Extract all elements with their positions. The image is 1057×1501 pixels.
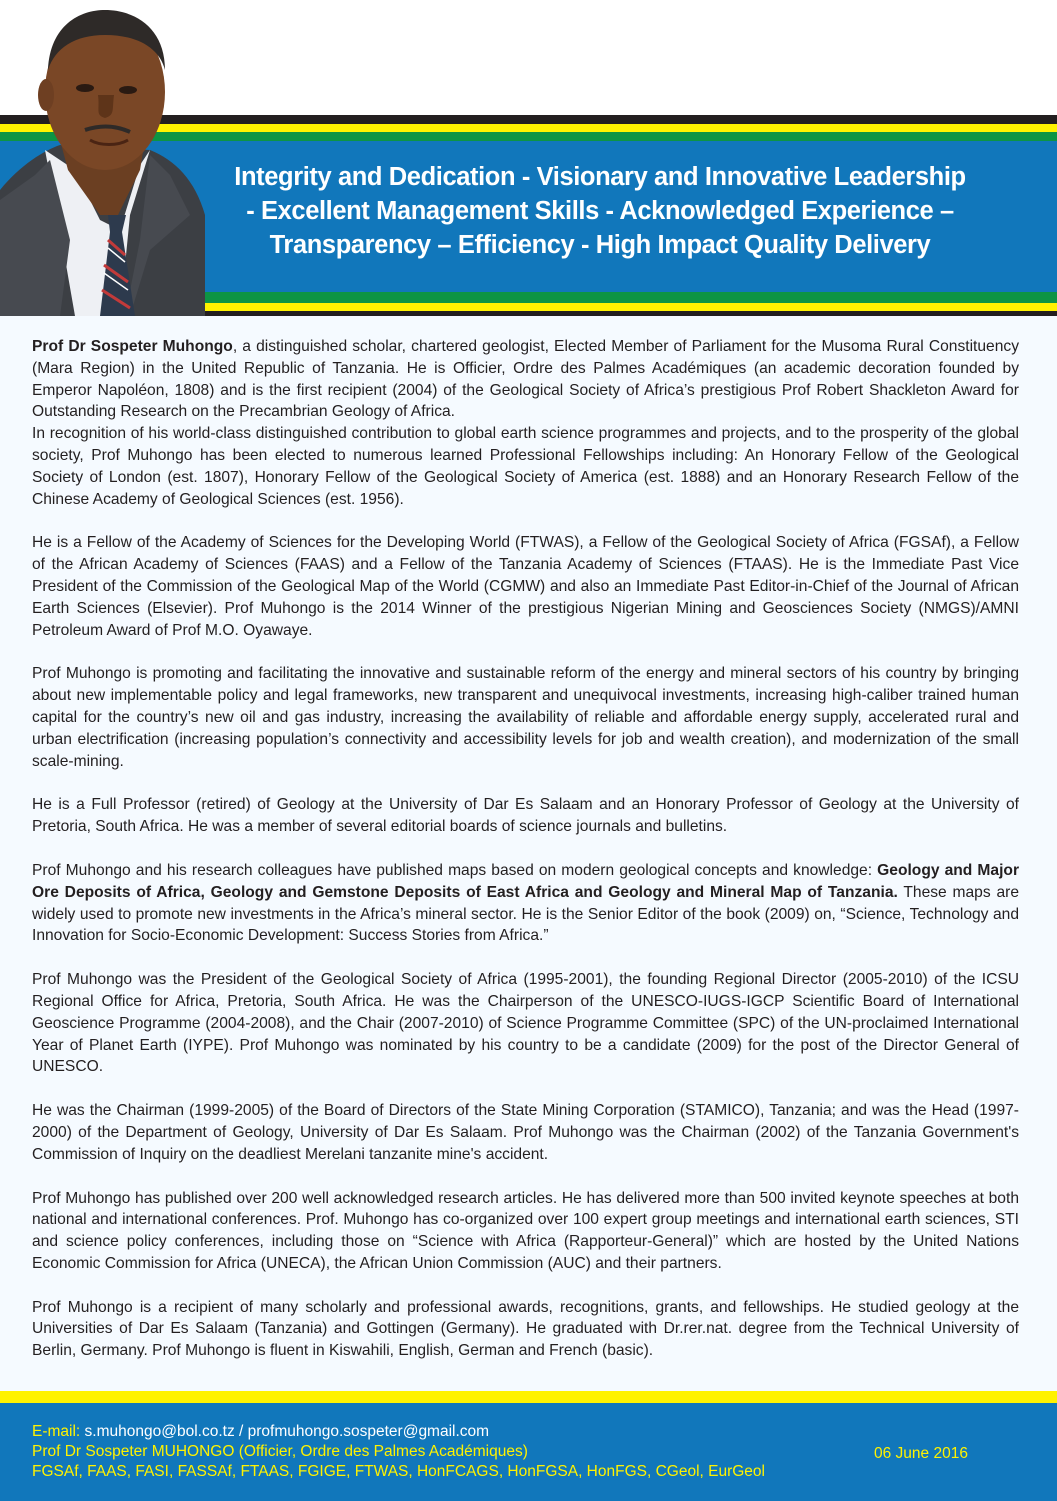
footer-email-line [32, 1422, 765, 1442]
footer-credentials: FGSAf, FAAS, FASI, FASSAf, FTAAS, FGIGE, FTWAS, HonFCAGS, HonFGSA, HonFGS, CGeol, EurGeol [32, 1463, 765, 1480]
paragraph-reforms: Prof Muhongo is promoting and facilitating the innovative and sustainable reform of the energy and mineral sectors of his country by bringing about new implementable policy and legal frameworks, new transparent and unequivocal investments, increasing high-caliber trained human capital for the country’s new oil and gas industry, increasing the availability of reliable and affordable energy supply, accelerated rural and urban electrification (increasing population’s connectivity and accessibility levels for job and wealth creation), and modernization of the small scale-mining. [32, 665, 1019, 770]
intro-text-continued: In recognition of his world-class distinguished contribution to global earth science programmes and projects, and to the prosperity of the global society, Prof Muhongo has been elected to numerous learned Professional Fellowships including: An Honorary Fellow of the Geological Society of London (est. 1807), Honorary Fellow of the Geological Society of America (est. 1888) and an Honorary Research Fellow of the Chinese Academy of Geological Sciences (est. 1956). [32, 425, 1019, 508]
footer-yellow-stripe [0, 1391, 1057, 1403]
maps-titles: Geology and Major Ore Deposits of Africa, Geology and Gemstone Deposits of East Africa and Geology and Mineral Map of Tanzania. [32, 861, 1020, 901]
tagline-line-2: - Excellent Management Skills - Acknowledged Experience – [246, 197, 954, 225]
maps-rest: These maps are widely used to promote new investments in the Africa’s mineral sector. He is the Senior Editor of the book (2009) on, “Science, Technology and Innovation for Socio-Economic Development: Success Stories from Africa.” [32, 883, 1019, 945]
header-tagline [160, 160, 1040, 262]
email-addresses[interactable]: s.muhongo@bol.co.tz / profmuhongo.sospeter@gmail.com [80, 1423, 490, 1440]
paragraph-fellowships: He is a Fellow of the Academy of Sciences for the Developing World (FTWAS), a Fellow of the Geological Society of Africa (FGSAf), a Fellow of the African Academy of Sciences (FAAS) and a Fellow of the Tanzania Academy of Sciences (FTAAS). He is the Immediate Past Vice President of the Commission of the Geological Map of the World (CGMW) and also an Immediate Past Editor-in-Chief of the Journal of African Earth Sciences (Elsevier). Prof Muhongo is the 2014 Winner of the prestigious Nigerian Mining and Geosciences Society (NMGS)/AMNI Petroleum Award of Prof M.O. Oyawaye. [32, 534, 1019, 639]
paragraph-publications: Prof Muhongo has published over 200 well acknowledged research articles. He has delivered more than 500 invited keynote speeches at both national and international conferences. Prof. Muhongo has co-organized over 100 expert group meetings and international earth sciences, STI and science policy conferences, including those on “Science with Africa (Rapporteur-General)” which are hosted by the United Nations Economic Commission for Africa (UNECA), the African Union Commission (AUC) and their partners. [32, 1189, 1019, 1272]
footer-name-line: Prof Dr Sospeter MUHONGO (Officier, Ordre des Palmes Académiques) [32, 1443, 528, 1460]
footer-contact [32, 1422, 765, 1482]
paragraph-presidency: Prof Muhongo was the President of the Geological Society of Africa (1995-2001), the founding Regional Director (2005-2010) of the ICSU Regional Office for Africa, Pretoria, South Africa. He was the Chairperson of the UNESCO-IUGS-IGCP Scientific Board of International Geoscience Programme (2004-2008), and the Chair (2007-2010) of Science Programme Committee (SPC) of the UN-proclaimed International Year of Planet Earth (IYPE). Prof Muhongo was nominated by his country to be a candidate (2009) for the post of the Director General of UNESCO. [32, 971, 1019, 1076]
portrait-photo [0, 0, 215, 316]
tagline-line-1: Integrity and Dedication - Visionary and Innovative Leadership [234, 163, 966, 191]
email-label: E-mail: [32, 1423, 81, 1440]
paragraph-education: Prof Muhongo is a recipient of many scholarly and professional awards, recognitions, grants, and fellowships. He studied geology at the Universities of Dar Es Salaam (Tanzania) and Gottingen (Germany). He graduated with Dr.rer.nat. degree from the Technical University of Berlin, Germany. Prof Muhongo is fluent in Kiswahili, English, German and French (basic). [32, 1298, 1019, 1360]
paragraph-intro [32, 336, 1019, 510]
biography-body [32, 336, 1019, 1384]
paragraph-chairman: He was the Chairman (1999-2005) of the Board of Directors of the State Mining Corporation (STAMICO), Tanzania; and was the Head (1997-2000) of the Department of Geology, University of Dar Es Salaam. Prof Muhongo was the Chairman (2002) of the Tanzania Government's Commission of Inquiry on the deadliest Merelani tanzanite mine's accident. [32, 1102, 1019, 1163]
footer-date: 06 June 2016 [874, 1445, 968, 1462]
paragraph-professorship: He is a Full Professor (retired) of Geology at the University of Dar Es Salaam and an Honorary Professor of Geology at the University of Pretoria, South Africa. He was a member of several editorial boards of science journals and bulletins. [32, 796, 1019, 836]
tagline-line-3: Transparency – Efficiency - High Impact Quality Delivery [269, 231, 931, 259]
maps-intro: Prof Muhongo and his research colleagues have published maps based on modern geological concepts and knowledge: [32, 861, 878, 879]
paragraph-maps [32, 860, 1019, 947]
person-name: Prof Dr Sospeter Muhongo [32, 338, 233, 355]
intro-text: , a distinguished scholar, chartered geologist, Elected Member of Parliament for the Musoma Rural Constituency (Mara Region) in the United Republic of Tanzania. He is Officier, Ordre des Palmes Académiques (an academic decoration founded by Emperor Napoléon, 1808) and is the first recipient (2004) of the Geological Society of Africa’s prestigious Prof Robert Shackleton Award for Outstanding Research on the Precambrian Geology of Africa. [32, 338, 1019, 421]
